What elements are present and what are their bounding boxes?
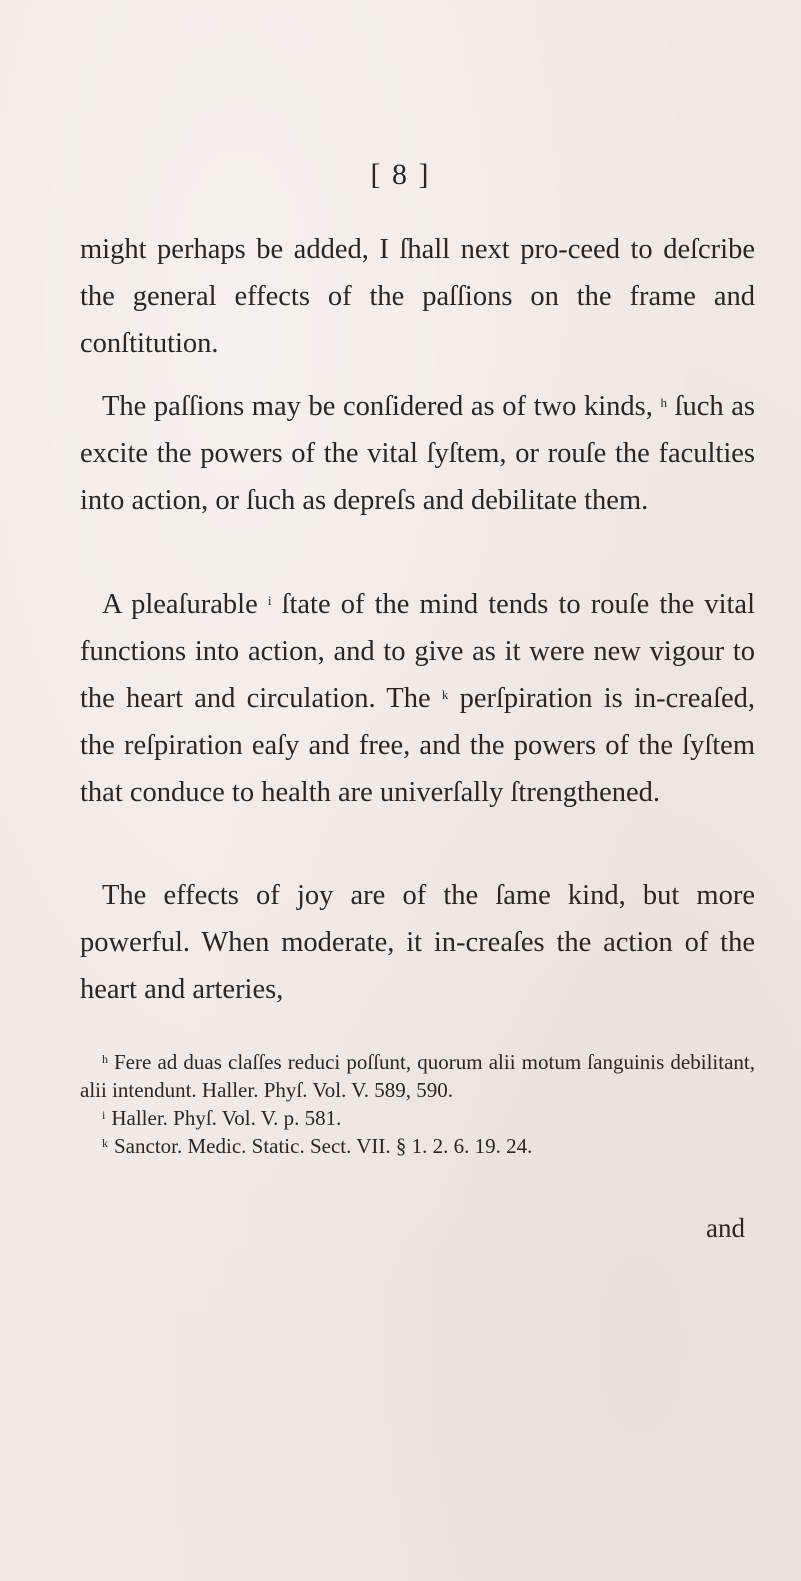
paragraph-3-text-c: perſpiration is in-creaſed, the reſpiration eaſy and free, and the powers of the ſyſtem that conduce to health are univerſally ſtrengthened. [80,683,756,808]
paragraph-4-text: The effects of joy are of the ſame kind, but more powerful. When moderate, it in-creaſes the action of the heart and arteries, [80,880,755,1005]
footnote-k [80,1132,755,1160]
footnote-i [80,1104,755,1132]
footnote-h [80,1048,755,1104]
catchword: and [706,1213,745,1243]
footnote-mark-k: k [102,1136,108,1150]
footnote-i-text: Haller. Phyſ. Vol. V. p. 581. [111,1106,342,1130]
paragraph-1-text: might perhaps be added, I ſhall next pro-ceed to deſcribe the general effects of the paſſions on the frame and conſtitution. [80,234,755,359]
paragraph-2-text-b: ſuch as excite the powers of the vital ſyſtem, or rouſe the faculties into action, or ſuch as depreſs and debilitate them. [80,391,756,516]
footnote-k-text: Sanctor. Medic. Static. Sect. VII. § 1. 2. 6. 19. 24. [114,1134,533,1158]
footnotes [80,1048,755,1160]
paragraph-3-text-b: ſtate of the mind tends to rouſe the vital functions into action, and to give as it were new vigour to the heart and circulation. The [80,589,755,714]
footnote-ref-k: k [441,687,449,702]
paragraph-2-text-a: The paſſions may be conſidered as of two kinds, [102,391,653,422]
paragraph-1 [80,226,755,367]
paragraph-3-text-a: A pleaſurable [102,589,258,620]
paragraph-3 [80,581,755,816]
paragraph-2 [80,383,755,524]
page-number-header: [ 8 ] [370,158,431,191]
footnote-mark-h: h [102,1052,108,1066]
footnote-ref-i: i [267,593,272,608]
paragraph-4 [80,872,755,1013]
footnote-h-text: Fere ad duas claſſes reduci poſſunt, quorum alii motum ſanguinis debilitant, alii intendunt. Haller. Phyſ. Vol. V. 589, 590. [80,1050,755,1102]
footnote-ref-h: h [660,395,667,410]
footnote-mark-i: i [102,1108,106,1122]
